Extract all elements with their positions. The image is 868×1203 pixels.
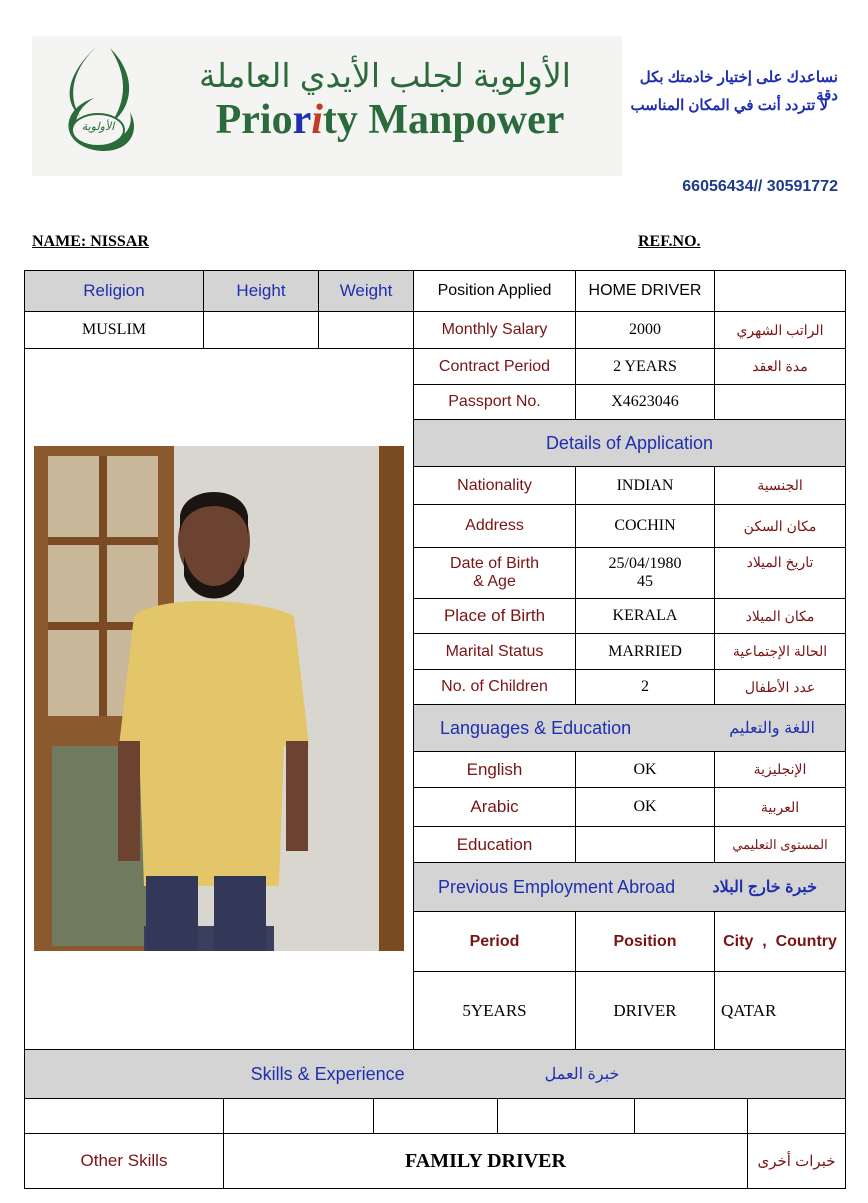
employment-title	[413, 862, 846, 912]
logo-en-r: r	[292, 97, 312, 143]
english-arabic: الإنجليزية	[714, 751, 846, 788]
emp-city-value: QATAR	[714, 971, 846, 1050]
position-arabic	[714, 270, 846, 312]
height-value	[203, 311, 319, 349]
children-value: 2	[575, 669, 715, 705]
skill-cell-2	[223, 1098, 374, 1134]
logo-seal-text: الأولوية	[81, 121, 115, 133]
other-skills-arabic: خبرات أخرى	[747, 1133, 846, 1189]
emp-city-header: City , Country	[714, 911, 846, 972]
logo-en-part1: Prio	[215, 97, 293, 143]
arabic-value: OK	[575, 787, 715, 827]
contract-value: 2 YEARS	[575, 348, 715, 385]
nationality-arabic: الجنسية	[714, 466, 846, 505]
arabic-arabic: العربية	[714, 787, 846, 827]
education-arabic: المستوى التعليمي	[714, 826, 846, 863]
emp-period-header: Period	[413, 911, 576, 972]
emp-period-value: 5YEARS	[413, 971, 576, 1050]
skill-cell-1	[24, 1098, 224, 1134]
address-label: Address	[413, 504, 576, 548]
education-label: Education	[413, 826, 576, 863]
contract-arabic: مدة العقد	[714, 348, 846, 385]
marital-value: MARRIED	[575, 633, 715, 670]
position-value: HOME DRIVER	[575, 270, 715, 312]
education-value	[575, 826, 715, 863]
skill-cell-3	[373, 1098, 498, 1134]
languages-title	[413, 704, 846, 752]
company-name-arabic: الأولوية لجلب الأيدي العاملة	[199, 57, 571, 94]
salary-arabic: الراتب الشهري	[714, 311, 846, 349]
passport-value: X4623046	[575, 384, 715, 420]
tagline-1: نساعدك على إختيار خادمتك بكل دقة	[639, 69, 838, 104]
arabic-label: Arabic	[413, 787, 576, 827]
skills-title	[24, 1049, 846, 1099]
dob-value	[575, 547, 715, 599]
dob-arabic: تاريخ الميلاد	[714, 547, 846, 599]
logo-en-i: i	[311, 97, 323, 143]
address-arabic: مكان السكن	[714, 504, 846, 548]
pob-label: Place of Birth	[413, 598, 576, 634]
children-arabic: عدد الأطفال	[714, 669, 846, 705]
marital-arabic: الحالة الإجتماعية	[714, 633, 846, 670]
skill-cell-4	[497, 1098, 635, 1134]
dob-label	[413, 547, 576, 599]
dob-label-line2: & Age	[473, 573, 516, 590]
passport-arabic	[714, 384, 846, 420]
applicant-name: NAME: NISSAR	[32, 233, 149, 250]
employment-title-ar: خبرة خارج البلاد	[712, 879, 817, 896]
emp-position-header: Position	[575, 911, 715, 972]
weight-value	[318, 311, 414, 349]
passport-label: Passport No.	[413, 384, 576, 420]
nationality-label: Nationality	[413, 466, 576, 505]
other-skills-label: Other Skills	[24, 1133, 224, 1189]
languages-title-en: Languages & Education	[440, 717, 632, 738]
languages-title-ar: اللغة والتعليم	[729, 720, 815, 737]
nationality-value: INDIAN	[575, 466, 715, 505]
contract-label: Contract Period	[413, 348, 576, 385]
skill-cell-5	[634, 1098, 748, 1134]
other-skills-value: FAMILY DRIVER	[223, 1133, 748, 1189]
religion-header: Religion	[24, 270, 204, 312]
position-label: Position Applied	[413, 270, 576, 312]
pob-value: KERALA	[575, 598, 715, 634]
age-value: 45	[637, 573, 653, 590]
phone-numbers: 66056434// 30591772	[682, 178, 838, 195]
dob-date: 25/04/1980	[608, 555, 682, 572]
address-value: COCHIN	[575, 504, 715, 548]
skill-cell-6	[747, 1098, 846, 1134]
emp-position-value: DRIVER	[575, 971, 715, 1050]
tagline-2: لا تتردد أنت في المكان المناسب	[630, 97, 828, 114]
english-value: OK	[575, 751, 715, 788]
height-header: Height	[203, 270, 319, 312]
pob-arabic: مكان الميلاد	[714, 598, 846, 634]
company-name-english	[160, 96, 620, 144]
company-logo-emblem	[50, 38, 146, 158]
employment-title-en: Previous Employment Abroad	[438, 876, 676, 897]
marital-label: Marital Status	[413, 633, 576, 670]
dob-label-line1: Date of Birth	[450, 555, 539, 572]
applicant-photo	[34, 446, 404, 951]
salary-label: Monthly Salary	[413, 311, 576, 349]
children-label: No. of Children	[413, 669, 576, 705]
details-title: Details of Application	[413, 419, 846, 467]
ref-number: REF.NO.	[638, 233, 701, 250]
skills-title-en: Skills & Experience	[250, 1063, 405, 1084]
weight-header: Weight	[318, 270, 414, 312]
english-label: English	[413, 751, 576, 788]
skills-title-ar: خبرة العمل	[544, 1066, 620, 1083]
religion-value: MUSLIM	[24, 311, 204, 349]
logo-en-part2: ty Manpower	[322, 97, 565, 143]
salary-value: 2000	[575, 311, 715, 349]
